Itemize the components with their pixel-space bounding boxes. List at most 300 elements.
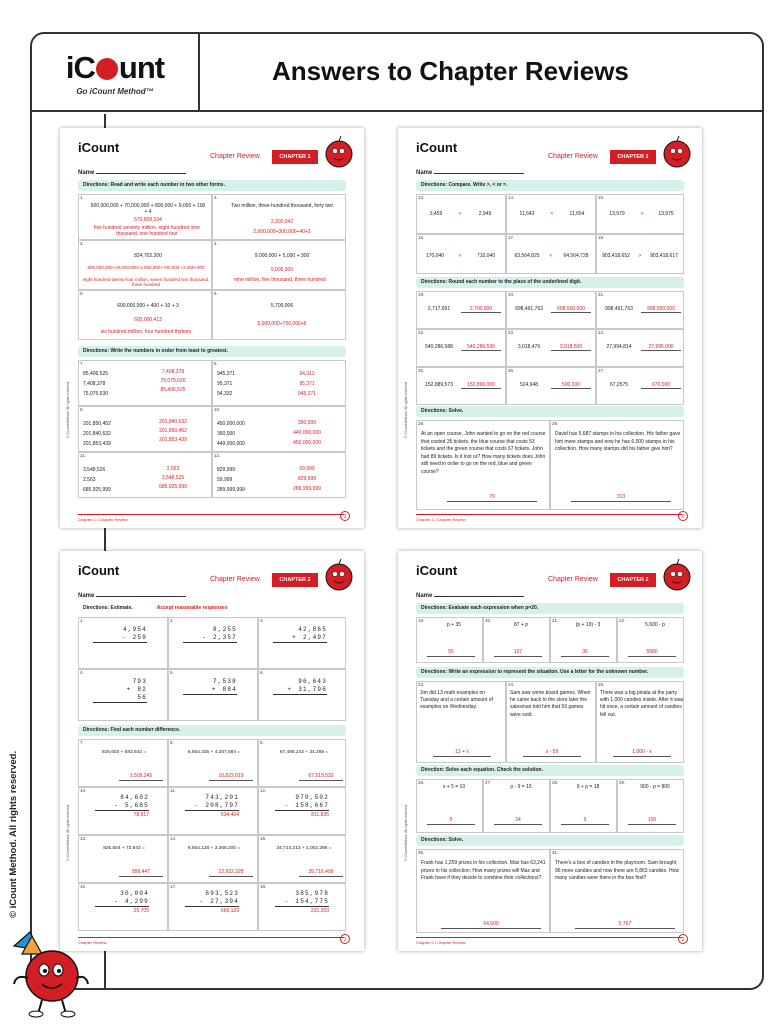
operator-row <box>185 898 239 906</box>
equation-text: x + 5 = 10 <box>442 784 466 790</box>
top-operand: 693,523 <box>205 890 239 897</box>
expression-text: 5,600 - p <box>645 622 665 628</box>
problem-cell <box>416 779 483 833</box>
worksheet-ch2-page1 <box>60 551 364 951</box>
problem-number: 4. <box>214 241 218 246</box>
problem-text: 824,702,300 <box>134 253 162 259</box>
name-field: Name <box>78 593 186 599</box>
vertical-problem <box>275 890 329 915</box>
problem-number: 12. <box>214 453 221 458</box>
answer-line <box>427 824 475 825</box>
answer-line <box>561 824 609 825</box>
top-operand: 8,255 <box>212 626 237 633</box>
problem-text: Jim did 13 math examples on Tuesday and a certain amount of examples on Wednesday. <box>420 690 493 711</box>
page-number: 1 <box>340 511 350 521</box>
bottom-operand: 82 <box>137 686 147 693</box>
worksheet-logo-text: iCount <box>416 563 458 578</box>
answer-text: 25,705 <box>95 906 149 915</box>
problem-cell <box>212 360 346 406</box>
problem-cell <box>78 787 168 835</box>
problem-number: 10. <box>80 788 87 793</box>
problem-number: 26. <box>508 368 515 373</box>
operator-row <box>273 686 327 694</box>
problem-cell <box>168 883 258 931</box>
vertical-problem <box>95 794 149 819</box>
problem-cell <box>78 240 212 290</box>
problem-number: 21. <box>552 618 559 623</box>
compare-left: 903,418,652 <box>602 253 630 259</box>
problem-number: 28. <box>418 421 425 426</box>
problem-number: 8. <box>170 740 174 745</box>
footer-line <box>78 514 344 515</box>
answer-line <box>119 876 163 877</box>
problem-number: 22. <box>619 618 626 623</box>
name-field: Name <box>78 170 186 176</box>
answer-line <box>494 656 542 657</box>
problem-cell <box>506 291 596 329</box>
page-footer: Chapter 1 • Chapter Review <box>416 517 466 522</box>
problem-number: 16. <box>80 884 87 889</box>
bottom-operand: 27,394 <box>210 898 239 905</box>
answer-text: 5 <box>449 817 453 823</box>
answer-text: 201,840,632 <box>159 419 187 425</box>
extra-operand: 56 <box>137 694 147 701</box>
directions-text: Directions: Estimate. <box>83 605 133 611</box>
problem-text: Frank has 1,259 prizes in his collection. Max has 63,241 prizes in his collection. How many prizes will Max and Frank have if they decide to combine their collections? <box>421 860 546 881</box>
answer-text: > <box>638 253 642 259</box>
operator-sign: - <box>194 802 200 809</box>
sum-bar <box>183 694 237 696</box>
answer-line <box>628 656 676 657</box>
directions-banner: Directions: Compare. Write >, < or =. <box>416 180 684 191</box>
answer-text: 10,822,019 <box>218 773 244 779</box>
answer-line <box>641 350 681 351</box>
equation-text: 900 - p = 800 <box>640 784 670 790</box>
answer-text: 1,509,245 <box>129 773 153 779</box>
problem-cell <box>78 290 212 340</box>
directions-banner: Directions: Solve. <box>416 835 684 846</box>
top-operand: 4,954 <box>122 626 147 633</box>
problem-text: 9,564,128 + 3,368,200 = <box>187 846 241 851</box>
answer-text: 998,500,000 <box>647 306 675 312</box>
operator-row <box>93 686 147 694</box>
page-number: 2 <box>678 934 688 944</box>
number-item: 449,000,000 <box>217 441 245 447</box>
bottom-operand: 158,667 <box>295 802 329 809</box>
answer-text: 829,999 <box>297 476 317 482</box>
answer-line <box>209 780 253 781</box>
answer-text: five hundred seventy million, eight hundred nine thousand, one hundred four <box>94 225 200 237</box>
problem-text: 825,604 + 73,843 = <box>103 846 145 851</box>
number-item: 94,332 <box>217 391 233 397</box>
problem-number: 9. <box>260 740 264 745</box>
answer-text: 7,408,378 <box>161 369 185 375</box>
answer-text: 36 <box>582 649 588 655</box>
problem-number: 3. <box>260 618 264 623</box>
answer-text: 94,312 <box>299 371 315 377</box>
answer-text: 534,404 <box>185 810 239 819</box>
answer-text: 685,925,999 <box>159 484 187 490</box>
rounding-number: 698,491,763 <box>515 306 543 312</box>
number-item: 829,999 <box>217 467 236 473</box>
page-copyright: © iCount Method. All rights reserved. <box>404 803 408 861</box>
problem-number: 7. <box>80 361 84 366</box>
problem-number: 15. <box>260 836 267 841</box>
answer-text: 9,005,300 <box>270 267 294 273</box>
problem-cell <box>258 617 346 669</box>
operator-sign: - <box>121 634 127 641</box>
problem-number: 19. <box>418 618 425 623</box>
answer-text: 100 <box>647 817 657 823</box>
number-item: 75,075,630 <box>83 391 109 397</box>
answer-line <box>447 501 537 502</box>
directions-note: Accept reasonable responses <box>156 605 228 611</box>
answer-text: 79 <box>489 494 495 500</box>
vertical-problem <box>183 678 237 696</box>
directions-banner: Directions: Write an expression to represent the situation. Use a letter for the unknown number. <box>416 667 684 678</box>
number-item: 2,563 <box>83 477 96 483</box>
problem-cell <box>212 406 346 452</box>
compare-right: 903,418,617 <box>650 253 678 259</box>
answer-text: 231,203 <box>275 906 329 915</box>
answer-text: 3,018,500 <box>559 344 583 350</box>
number-item: 3,548,526 <box>83 467 106 473</box>
compare-right: 710,040 <box>476 253 496 259</box>
problem-number: 13. <box>80 836 87 841</box>
answer-text: 107 <box>513 649 523 655</box>
sum-bar <box>93 702 147 704</box>
answer-line <box>575 928 675 929</box>
directions-banner: Directions: Write the numbers in order from least to greatest. <box>78 346 346 357</box>
problem-number: 27. <box>485 780 492 785</box>
answer-text: 9 <box>583 817 587 823</box>
vertical-problem <box>275 794 329 819</box>
answer-line <box>641 388 681 389</box>
bottom-operand: 2,497 <box>302 634 327 641</box>
problem-cell <box>78 835 168 883</box>
answer-text: x - 59 <box>545 749 559 755</box>
answer-text: 2,563 <box>166 466 180 472</box>
problem-cell <box>212 290 346 340</box>
answer-text: 95,371 <box>299 381 315 387</box>
operator-sign: + <box>211 686 217 693</box>
problem-text: 5,700,006 <box>270 303 294 309</box>
answer-text: 670,000 <box>651 382 671 388</box>
logo-text-end: unt <box>118 50 165 85</box>
problem-number: 17. <box>170 884 177 889</box>
worksheet-logo <box>416 140 457 155</box>
answer-text: 13 + x <box>455 749 469 755</box>
bottom-operand: 208,797 <box>205 802 239 809</box>
operator-sign: + <box>126 686 132 693</box>
problem-cell <box>258 739 346 787</box>
problem-number: 14. <box>170 836 177 841</box>
answer-text: 666,129 <box>185 906 239 915</box>
problem-number: 29. <box>619 780 626 785</box>
page-title: Answers to Chapter Reviews <box>272 56 629 86</box>
number-item: 201,840,632 <box>83 431 111 437</box>
chapter-tab: CHAPTER 1 <box>272 150 318 164</box>
name-field: Name <box>416 593 524 599</box>
compare-left: 63,564,825 <box>514 253 540 259</box>
answer-text: eight hundred twenty-four million, seven hundred two thousand, three hundred <box>82 277 210 287</box>
directions-banner: Directions: Round each number to the place of the underlined digit. <box>416 277 684 288</box>
top-operand: 84,602 <box>120 794 149 801</box>
answer-line <box>299 876 343 877</box>
answer-text: 945,371 <box>297 391 317 397</box>
number-item: 85,406,525 <box>83 371 109 377</box>
operator-row <box>183 634 237 642</box>
problem-number: 14. <box>508 195 515 200</box>
directions-banner <box>78 603 346 614</box>
rounding-number: 540,286,588 <box>425 344 453 350</box>
sum-bar <box>273 642 327 644</box>
operator-row <box>185 802 239 810</box>
number-item: 450,000,000 <box>217 421 245 427</box>
problem-cell <box>416 291 506 329</box>
page-copyright: © iCount Method. All rights reserved. <box>404 380 408 438</box>
directions-banner: Directions: Find each number difference. <box>78 725 346 736</box>
problem-cell <box>550 617 617 663</box>
problem-number: 23. <box>508 330 515 335</box>
bottom-operand: 259 <box>132 634 147 641</box>
problem-cell <box>78 617 168 669</box>
problem-number: 25. <box>598 682 605 687</box>
rounding-number: 67,2575 <box>609 382 629 388</box>
answer-text: 899,447 <box>131 869 151 875</box>
top-operand: 793 <box>132 678 147 685</box>
problem-cell <box>212 240 346 290</box>
vertical-problem <box>185 890 239 915</box>
operator-sign: - <box>202 634 207 641</box>
answer-text: 2,000,000+300,000+40+2 <box>253 229 311 235</box>
answer-line <box>628 824 676 825</box>
answer-line <box>551 350 591 351</box>
operator-sign: - <box>284 898 290 905</box>
problem-cell <box>550 779 617 833</box>
answer-text: < <box>549 253 553 259</box>
worksheet-logo-text: iCount <box>78 563 120 578</box>
operator-row <box>183 686 237 694</box>
problem-cell <box>416 367 506 405</box>
problem-number: 22. <box>418 330 425 335</box>
footer-line <box>78 937 344 938</box>
answer-text: 75,075,620 <box>160 378 186 384</box>
answer-text: 289,999,999 <box>293 486 321 492</box>
problem-cell <box>596 329 684 367</box>
problem-number: 19. <box>418 292 425 297</box>
answer-text: 201,853,439 <box>159 437 187 443</box>
number-item: 201,850,452 <box>83 421 111 427</box>
word-problem-cell <box>550 849 684 933</box>
problem-cell <box>258 835 346 883</box>
top-operand: 96,643 <box>298 678 327 685</box>
problem-text: 500,000,000 + 70,000,000 + 800,000 + 9,000 + 100 + 4 <box>90 203 206 215</box>
compare-right: 64,564,728 <box>563 253 589 259</box>
problem-number: 25. <box>418 368 425 373</box>
problem-number: 5. <box>80 291 84 296</box>
worksheet-ch1-page1 <box>60 128 364 528</box>
answer-text: 570,809,104 <box>134 217 162 223</box>
answer-text: 55 <box>448 649 454 655</box>
answer-text: 24 <box>515 817 521 823</box>
problem-number: 7. <box>80 740 84 745</box>
problem-text: 67,485,243 + 34,289 = <box>279 750 329 755</box>
problem-number: 16. <box>418 235 425 240</box>
problem-number: 8. <box>214 361 218 366</box>
worksheet-label: Chapter Review <box>548 153 598 160</box>
vertical-problem <box>93 626 147 644</box>
header-bar <box>32 34 762 112</box>
word-problem-cell <box>416 420 550 510</box>
operator-row <box>93 634 147 642</box>
top-operand: 385,978 <box>295 890 329 897</box>
answer-text: 5,767 <box>618 921 632 927</box>
problem-number: 28. <box>552 780 559 785</box>
answer-text: nine million, five thousand, three hundred <box>234 277 326 283</box>
answer-text: 12,932,328 <box>218 869 244 875</box>
problem-cell <box>416 194 506 234</box>
problem-number: 15. <box>598 195 605 200</box>
vertical-problem <box>93 678 147 704</box>
problem-text: Sam saw some board games. When he came back to the store later the salesman told him that 59 games were sold. <box>510 690 591 718</box>
number-item: 350,000 <box>217 431 236 437</box>
chapter-tab: CHAPTER 2 <box>272 573 318 587</box>
answer-text: < <box>550 211 554 217</box>
vertical-problem <box>95 890 149 915</box>
operator-row <box>275 898 329 906</box>
problem-number: 18. <box>260 884 267 889</box>
answer-line <box>551 388 591 389</box>
problem-number: 3. <box>80 241 84 246</box>
compare-right: 11,654 <box>569 211 585 217</box>
equation-text: p - 9 = 15 <box>510 784 532 790</box>
number-item: 685,925,999 <box>83 487 111 493</box>
operator-row <box>95 898 149 906</box>
problem-cell <box>506 234 596 274</box>
problem-cell <box>596 681 684 763</box>
problem-cell <box>78 452 212 498</box>
problem-cell <box>78 669 168 721</box>
bottom-operand: 5,685 <box>124 802 149 809</box>
rounding-number: 2,717,651 <box>427 306 451 312</box>
bottom-operand: 4,299 <box>124 898 149 905</box>
answer-line <box>494 824 542 825</box>
problem-cell <box>483 779 550 833</box>
top-operand: 42,865 <box>298 626 327 633</box>
worksheet-label: Chapter Review <box>548 576 598 583</box>
problem-number: 23. <box>418 682 425 687</box>
answer-text: 201,850,452 <box>159 428 187 434</box>
word-problem-cell <box>416 849 550 933</box>
answer-text: 64,500 <box>483 921 499 927</box>
problem-cell <box>78 360 212 406</box>
problem-number: 20. <box>508 292 515 297</box>
answer-text: 67,519,532 <box>308 773 334 779</box>
operator-sign: - <box>199 898 205 905</box>
answer-text: 35,716,499 <box>308 869 334 875</box>
answer-text: 59,999 <box>299 466 315 472</box>
operator-sign: + <box>292 634 297 641</box>
answer-line <box>299 780 343 781</box>
problem-cell <box>596 194 684 234</box>
problem-cell <box>617 779 684 833</box>
answer-text: 449,000,000 <box>293 430 321 436</box>
problem-cell <box>212 452 346 498</box>
answer-line <box>641 312 681 313</box>
answer-line <box>427 656 475 657</box>
compare-left: 3,459 <box>429 211 443 217</box>
word-problem-cell <box>550 420 684 510</box>
operator-row <box>273 634 327 642</box>
problem-cell <box>168 739 258 787</box>
problem-text: 6,564,335 + 4,257,684 = <box>187 750 241 755</box>
compare-left: 11,643 <box>519 211 535 217</box>
sum-bar <box>183 642 237 644</box>
number-item: 95,371 <box>217 381 233 387</box>
problem-cell <box>483 617 550 663</box>
compare-left: 170,040 <box>425 253 445 259</box>
directions-banner: Directions: Solve. <box>416 406 684 417</box>
problem-cell <box>506 681 596 763</box>
expression-text: 87 + p <box>513 622 529 628</box>
vertical-problem <box>185 794 239 819</box>
problem-number: 12. <box>260 788 267 793</box>
answer-line <box>433 756 491 757</box>
answer-line <box>461 388 501 389</box>
worksheet-ch1-page2 <box>398 128 702 528</box>
apple-mascot-icon <box>660 557 694 593</box>
problem-number: 1. <box>80 195 84 200</box>
problem-cell <box>617 617 684 663</box>
problem-text: David has 5,687 stamps in his collection. His father gave him more stamps and now he has 6,000 stamps in his collection. How many stamps did his father give him? <box>555 431 681 452</box>
problem-number: 18. <box>598 235 605 240</box>
worksheet-logo <box>78 140 119 155</box>
logo-text-start: iC <box>65 50 95 85</box>
compare-left: 13,979 <box>609 211 625 217</box>
answer-text: 698,500,000 <box>557 306 585 312</box>
top-operand: 30,004 <box>120 890 149 897</box>
answer-text: > <box>640 211 644 217</box>
problem-number: 27. <box>598 368 605 373</box>
answer-text: six hundred million, four hundred thirteen <box>100 329 192 335</box>
page-number: 1 <box>340 934 350 944</box>
answer-text: 350,000 <box>297 420 317 426</box>
problem-text: Two million, three hundred thousand, forty two <box>230 203 334 209</box>
top-operand: 7,538 <box>212 678 237 685</box>
answer-text: 500,000 <box>561 382 581 388</box>
worksheet-logo <box>78 563 119 578</box>
worksheet-logo-text: iCount <box>78 140 120 155</box>
chapter-tab: CHAPTER 1 <box>610 150 656 164</box>
problem-number: 10. <box>214 407 221 412</box>
problem-number: 4. <box>80 670 84 675</box>
problem-cell <box>258 669 346 721</box>
problem-cell <box>168 669 258 721</box>
answer-text: 800,000,000+20,000,000+4,000,000+700,000 +2,000+300 <box>87 265 205 270</box>
problem-number: 1. <box>80 618 84 623</box>
page-copyright: © iCount Method. All rights reserved. <box>66 803 70 861</box>
answer-text: 313 <box>616 494 626 500</box>
problem-number: 21. <box>598 292 605 297</box>
problem-text: 600,000,000 + 400 + 10 + 3 <box>117 303 179 309</box>
problem-text: 9,000,000 + 5,000 + 300 <box>254 253 310 259</box>
page-footer: Chapter 2 • Chapter Review <box>416 940 466 945</box>
answer-line <box>551 312 591 313</box>
rounding-number: 27,994,814 <box>606 344 632 350</box>
problem-number: 2. <box>170 618 174 623</box>
directions-banner: Direction: Solve each equation. Check the solution. <box>416 765 684 776</box>
